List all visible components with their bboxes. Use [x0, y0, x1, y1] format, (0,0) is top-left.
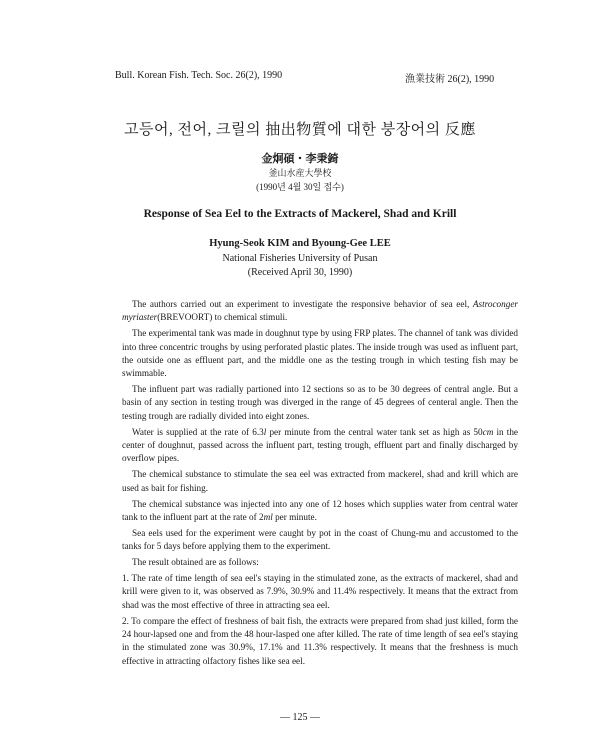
result-item-2: 2. To compare the effect of freshness of bait fish, the extracts were prepared from shad just killed, form the 24 hour-lapsed one and from the 48 hour-lasped one after killed. The rate of time length of sea eel's staying in the stimulated zone was 30.9%, 17.1% and 11.3% respectively. It means that the freshness is much effective in attracting olfactory fishes like sea eel. — [122, 615, 518, 666]
abstract-text: The authors carried out an experiment to investigate the responsive behavior of sea eel, — [132, 299, 470, 309]
journal-header-right: 漁業技術 26(2), 1990 — [405, 74, 495, 85]
abstract-text: The chemical substance was injected into any one of 12 hoses which supplies water from central water tank to the influent part at the rate of 2 — [122, 498, 518, 522]
unit-cm: cm — [482, 426, 494, 437]
abstract-paragraph: The result obtained are as follows: — [132, 557, 259, 568]
abstract-paragraph — [122, 498, 518, 525]
korean-title: 고등어, 전어, 크릴의 抽出物質에 대한 붕장어의 反應 — [124, 122, 476, 138]
abstract-text: per minute. — [272, 511, 317, 522]
english-received-date: (Received April 30, 1990) — [247, 267, 353, 278]
abstract-paragraph: The experimental tank was made in doughnut type by using FRP plates. The channel of tank was divided into three concentric troughs by using perforated plastic plates. The inside trough was used as influent part, the outside one as effluent part, and the middle one as the testing trough in which testing fish may be swimmable. — [122, 328, 518, 379]
abstract-paragraph — [122, 426, 518, 466]
korean-authors: 金炯碩・李秉錡 — [261, 153, 339, 165]
korean-received-date: (1990년 4월 30일 접수) — [256, 182, 344, 192]
english-title: Response of Sea Eel to the Extracts of Mackerel, Shad and Krill — [143, 208, 457, 220]
abstract-text: in the center of doughnut, passed across the influent part, testing trough, effluent part and finally discharged by overflow pipes. — [122, 426, 519, 464]
page-number: — 125 — — [280, 712, 320, 723]
abstract-text: Water is supplied at the rate of 6.3 — [132, 426, 264, 437]
english-authors: Hyung-Seok KIM and Byoung-Gee LEE — [209, 238, 391, 249]
abstract-paragraph: Sea eels used for the experiment were caught by pot in the coast of Chung-mu and accustomed to the tanks for 5 days before applying them to the experiment. — [122, 527, 518, 552]
abstract-paragraph: The influent part was radially partioned into 12 sections so as to be 30 degrees of central angle. But a basin of any section in testing trough was diverged in the range of 45 degrees of centeral angle. Then the testing trough are radially divided into eight zones. — [122, 384, 518, 421]
abstract-paragraph — [122, 298, 518, 325]
abstract — [122, 298, 518, 671]
species-name: Astroconger myriaster — [122, 299, 518, 323]
journal-header-left: Bull. Korean Fish. Tech. Soc. 26(2), 1990 — [115, 70, 283, 81]
unit-ml: ml — [263, 511, 273, 522]
abstract-text: per minute from the central water tank set as high as 50 — [266, 426, 483, 437]
result-item-1: 1. The rate of time length of sea eel's staying in the stimulated zone, as the extracts of mackerel, shad and krill were given to it, was observed as 7.9%, 30.9% and 11.4% respectively. It means that the extract from shad was the most effective of three in attracting sea eel. — [122, 573, 518, 610]
english-affiliation: National Fisheries University of Pusan — [222, 253, 378, 264]
korean-affiliation: 釜山水産大學校 — [268, 168, 332, 178]
unit-liter: l — [263, 426, 267, 437]
abstract-text: (BREVOORT) to chemical stimuli. — [157, 312, 288, 323]
abstract-paragraph: The chemical substance to stimulate the sea eel was extracted from mackerel, shad and krill which are used as bait for fishing. — [122, 469, 518, 493]
